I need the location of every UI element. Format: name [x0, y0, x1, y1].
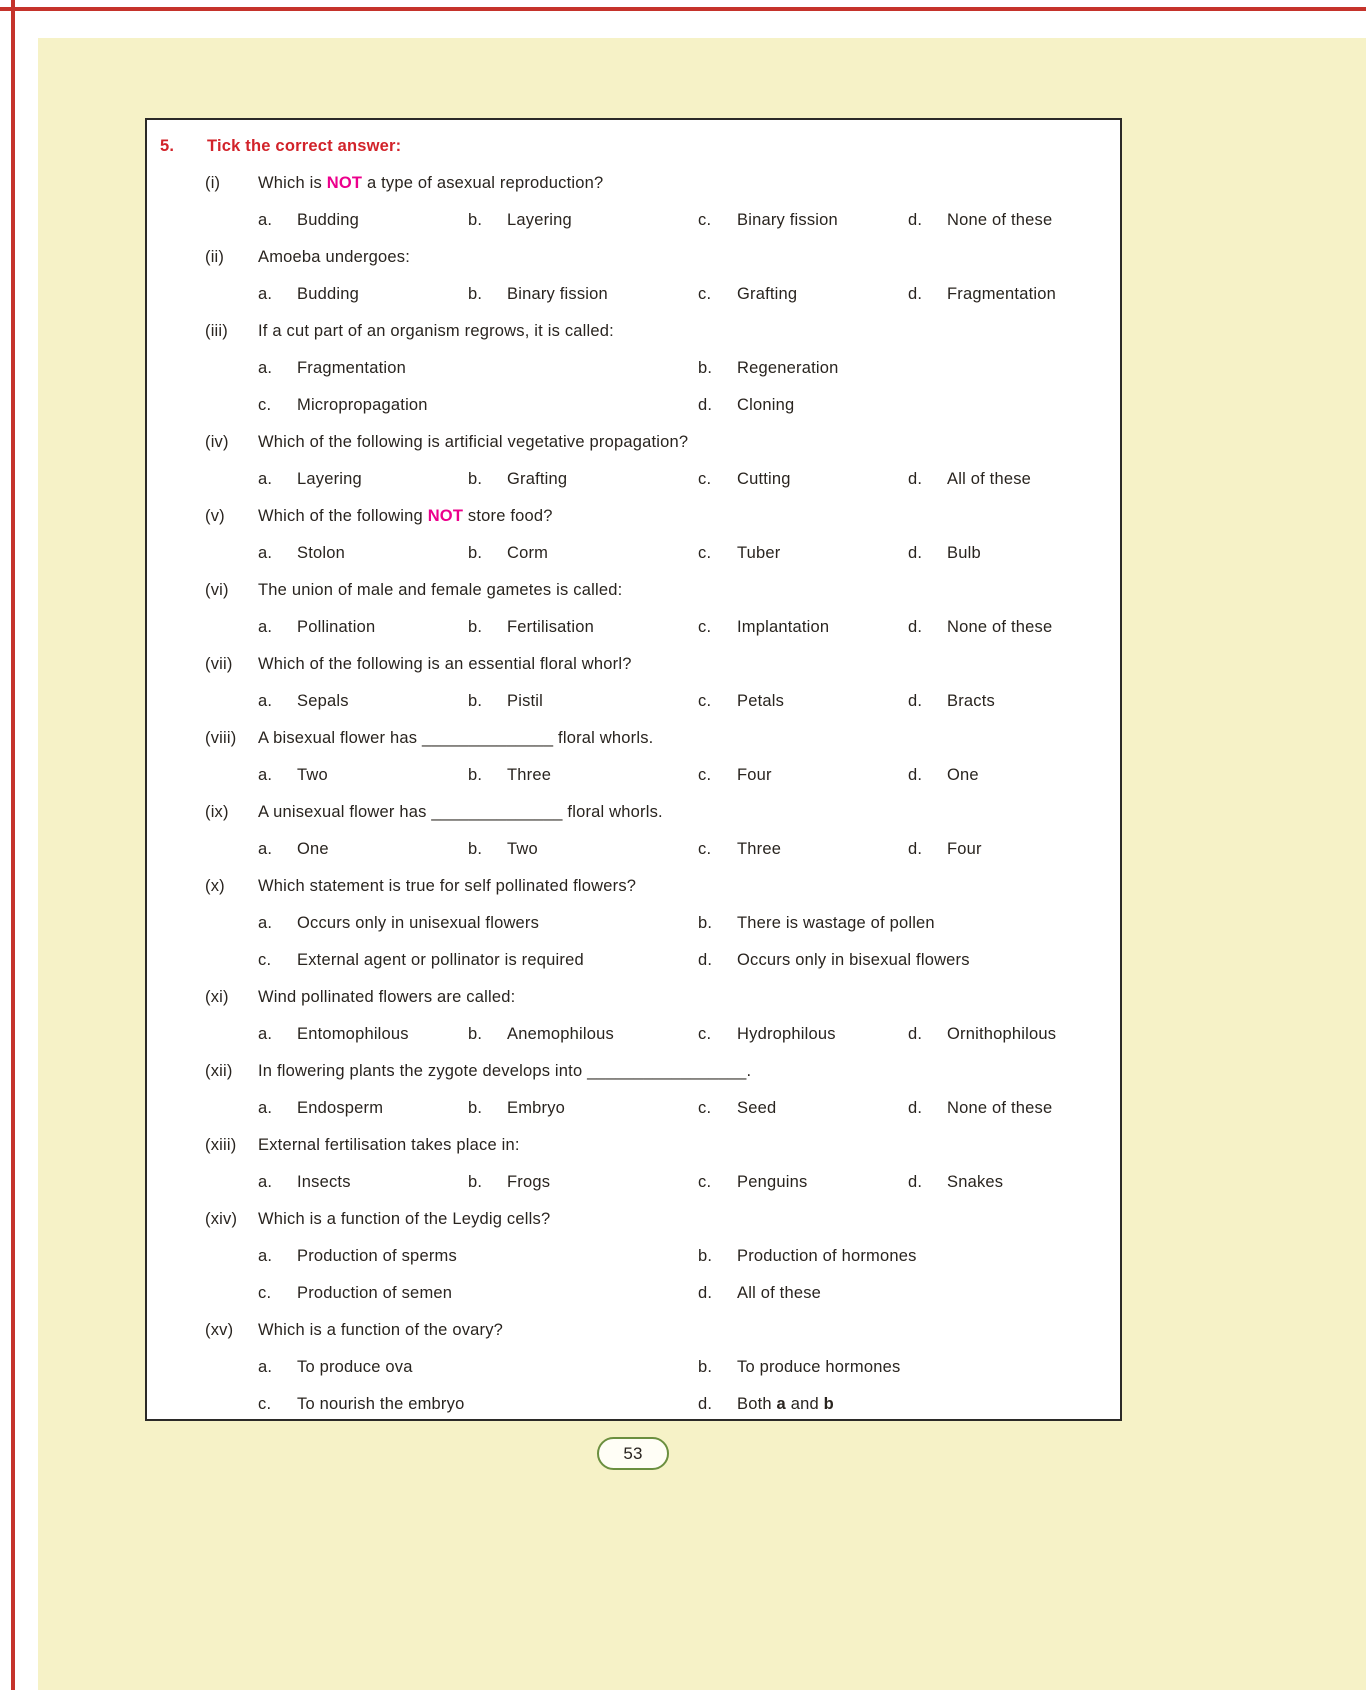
page-number-badge	[597, 1437, 669, 1470]
option-label: Grafting	[507, 470, 568, 488]
option-letter: b.	[468, 766, 483, 784]
option-label: There is wastage of pollen	[737, 914, 935, 932]
option-letter: d.	[908, 544, 923, 562]
option-letter: d.	[698, 1284, 713, 1302]
question-number: (xii)	[205, 1062, 233, 1080]
option	[908, 470, 1120, 489]
options	[258, 1238, 1120, 1312]
frame-line-top	[0, 7, 1366, 11]
option-letter: c.	[258, 396, 272, 414]
option	[258, 1025, 468, 1044]
question-number: (xiv)	[205, 1210, 238, 1228]
option-label: Production of semen	[297, 1284, 453, 1302]
option-letter: a.	[258, 914, 273, 932]
option-label: Tuber	[737, 544, 781, 562]
options	[258, 609, 1120, 646]
option-label: Fragmentation	[297, 359, 406, 377]
question-text: Which of the following NOT store food?	[258, 507, 553, 525]
questions-list	[147, 165, 1120, 1423]
option-letter: b.	[698, 1247, 713, 1265]
option	[908, 692, 1120, 711]
options	[258, 757, 1120, 794]
option-letter: c.	[698, 285, 712, 303]
option-letter: a.	[258, 359, 273, 377]
option	[698, 951, 1120, 970]
option-label: None of these	[947, 211, 1053, 229]
question-item	[147, 1053, 1120, 1127]
option	[698, 1284, 1120, 1303]
option-letter: d.	[908, 470, 923, 488]
option	[698, 396, 1120, 415]
option-label: Cloning	[737, 396, 795, 414]
question-item	[147, 498, 1120, 572]
option-letter: d.	[908, 285, 923, 303]
option-label: Production of hormones	[737, 1247, 917, 1265]
option	[908, 766, 1120, 785]
option-label: Stolon	[297, 544, 345, 562]
question-number: (iii)	[205, 322, 228, 340]
option	[698, 914, 1120, 933]
option	[908, 544, 1120, 563]
option	[258, 1358, 698, 1377]
question-text: The union of male and female gametes is called:	[258, 581, 623, 599]
option-label: Budding	[297, 285, 359, 303]
option	[698, 1247, 1120, 1266]
question-text: Which is NOT a type of asexual reproduction?	[258, 174, 604, 192]
question-text: Which statement is true for self pollinated flowers?	[258, 877, 637, 895]
option	[468, 470, 698, 489]
option	[258, 1284, 698, 1303]
question-number: (xiii)	[205, 1136, 237, 1154]
option-label: Entomophilous	[297, 1025, 409, 1043]
option-label: Fragmentation	[947, 285, 1056, 303]
option-label: Corm	[507, 544, 549, 562]
option-letter: b.	[698, 914, 713, 932]
option-letter: d.	[908, 840, 923, 858]
option-label: Ornithophilous	[947, 1025, 1057, 1043]
question-item	[147, 868, 1120, 979]
option	[468, 618, 698, 637]
option-letter: b.	[468, 544, 483, 562]
option-label: Penguins	[737, 1173, 808, 1191]
option	[258, 359, 698, 378]
option-label: Two	[507, 840, 538, 858]
option-letter: a.	[258, 618, 273, 636]
option	[908, 1099, 1120, 1118]
option-label: Binary fission	[737, 211, 838, 229]
option	[258, 1395, 698, 1414]
options	[258, 276, 1120, 313]
option-label: Pistil	[507, 692, 544, 710]
option-label: Occurs only in bisexual flowers	[737, 951, 970, 969]
option	[908, 840, 1120, 859]
option-label: To produce hormones	[737, 1358, 901, 1376]
option-label: Four	[737, 766, 772, 784]
option-letter: b.	[468, 840, 483, 858]
option	[698, 766, 908, 785]
options	[258, 1016, 1120, 1053]
option	[468, 1173, 698, 1192]
option-label: Regeneration	[737, 359, 839, 377]
option-letter: a.	[258, 1173, 273, 1191]
option-letter: b.	[468, 211, 483, 229]
option	[468, 692, 698, 711]
question-number: (vi)	[205, 581, 229, 599]
option	[908, 1173, 1120, 1192]
section-header	[147, 128, 1120, 165]
option	[258, 951, 698, 970]
option	[258, 1173, 468, 1192]
option-label: To produce ova	[297, 1358, 413, 1376]
option	[468, 544, 698, 563]
option-letter: c.	[698, 544, 712, 562]
option	[258, 1099, 468, 1118]
option	[698, 1099, 908, 1118]
option-label: Grafting	[737, 285, 798, 303]
question-number: (i)	[205, 174, 221, 192]
option-letter: c.	[698, 1099, 712, 1117]
option-label: Seed	[737, 1099, 777, 1117]
option	[468, 1025, 698, 1044]
options	[258, 1164, 1120, 1201]
option-label: Both a and b	[737, 1395, 834, 1413]
option-letter: d.	[908, 211, 923, 229]
option	[468, 285, 698, 304]
exercise-box	[145, 118, 1122, 1421]
option-letter: a.	[258, 840, 273, 858]
option-letter: a.	[258, 1358, 273, 1376]
options	[258, 683, 1120, 720]
option	[908, 285, 1120, 304]
option	[698, 1395, 1120, 1414]
options	[258, 1090, 1120, 1127]
option-letter: d.	[908, 1099, 923, 1117]
options	[258, 831, 1120, 868]
option	[258, 618, 468, 637]
section-number: 5.	[160, 137, 175, 155]
option-label: Bulb	[947, 544, 981, 562]
question-text: Which is a function of the ovary?	[258, 1321, 504, 1339]
option-letter: d.	[698, 1395, 713, 1413]
question-item	[147, 165, 1120, 239]
option-label: None of these	[947, 618, 1053, 636]
option-letter: d.	[698, 396, 713, 414]
option-label: Four	[947, 840, 982, 858]
option-label: Layering	[507, 211, 572, 229]
question-item	[147, 979, 1120, 1053]
option-letter: a.	[258, 470, 273, 488]
option-label: Cutting	[737, 470, 791, 488]
option-label: Fertilisation	[507, 618, 594, 636]
question-item	[147, 313, 1120, 424]
option	[698, 692, 908, 711]
question-text: Which of the following is artificial vegetative propagation?	[258, 433, 689, 451]
option-letter: b.	[468, 1099, 483, 1117]
option-letter: d.	[908, 766, 923, 784]
option-label: All of these	[947, 470, 1032, 488]
option-letter: a.	[258, 766, 273, 784]
question-text: External fertilisation takes place in:	[258, 1136, 520, 1154]
option-label: Embryo	[507, 1099, 566, 1117]
option-letter: b.	[468, 692, 483, 710]
option	[258, 396, 698, 415]
option-letter: b.	[698, 1358, 713, 1376]
option-letter: a.	[258, 544, 273, 562]
option-letter: c.	[698, 470, 712, 488]
question-text: A bisexual flower has ______________ floral whorls.	[258, 729, 654, 747]
option-label: Insects	[297, 1173, 351, 1191]
question-text: Amoeba undergoes:	[258, 248, 411, 266]
option-label: Endosperm	[297, 1099, 384, 1117]
question-number: (viii)	[205, 729, 237, 747]
option-label: Budding	[297, 211, 359, 229]
option	[698, 211, 908, 230]
option-label: Three	[507, 766, 552, 784]
option-label: Bracts	[947, 692, 995, 710]
options	[258, 461, 1120, 498]
option-letter: d.	[698, 951, 713, 969]
option-label: None of these	[947, 1099, 1053, 1117]
question-item	[147, 794, 1120, 868]
question-item	[147, 720, 1120, 794]
option-letter: b.	[468, 1025, 483, 1043]
option-letter: b.	[468, 1173, 483, 1191]
option-label: Sepals	[297, 692, 349, 710]
option-label: One	[297, 840, 329, 858]
question-number: (xv)	[205, 1321, 234, 1339]
option-label: Two	[297, 766, 328, 784]
option-label: Three	[737, 840, 782, 858]
option-label: All of these	[737, 1284, 822, 1302]
option-letter: c.	[698, 692, 712, 710]
question-number: (iv)	[205, 433, 229, 451]
option	[698, 1173, 908, 1192]
question-number: (x)	[205, 877, 225, 895]
question-text: Wind pollinated flowers are called:	[258, 988, 516, 1006]
option-label: External agent or pollinator is required	[297, 951, 584, 969]
option	[258, 211, 468, 230]
option-letter: a.	[258, 1025, 273, 1043]
question-text: If a cut part of an organism regrows, it is called:	[258, 322, 614, 340]
option-letter: d.	[908, 692, 923, 710]
options	[258, 350, 1120, 424]
option-label: Anemophilous	[507, 1025, 614, 1043]
option	[698, 285, 908, 304]
option-label: Frogs	[507, 1173, 551, 1191]
option-letter: c.	[258, 951, 272, 969]
question-text: Which is a function of the Leydig cells?	[258, 1210, 551, 1228]
option-letter: c.	[698, 840, 712, 858]
question-item	[147, 1127, 1120, 1201]
options	[258, 202, 1120, 239]
option-label: Layering	[297, 470, 362, 488]
option	[908, 211, 1120, 230]
options	[258, 905, 1120, 979]
option-letter: b.	[468, 618, 483, 636]
option	[468, 1099, 698, 1118]
option-letter: d.	[908, 618, 923, 636]
option	[698, 359, 1120, 378]
question-text: A unisexual flower has ______________ floral whorls.	[258, 803, 663, 821]
option-letter: a.	[258, 1247, 273, 1265]
frame-line-left	[11, 0, 15, 1690]
option-label: Implantation	[737, 618, 830, 636]
option	[258, 470, 468, 489]
question-item	[147, 424, 1120, 498]
option-letter: b.	[468, 470, 483, 488]
question-item	[147, 646, 1120, 720]
option-letter: a.	[258, 692, 273, 710]
option-letter: a.	[258, 285, 273, 303]
option-label: Hydrophilous	[737, 1025, 836, 1043]
option	[698, 544, 908, 563]
option	[258, 1247, 698, 1266]
option	[258, 544, 468, 563]
question-item	[147, 1312, 1120, 1423]
options	[258, 1349, 1120, 1423]
option-letter: c.	[698, 1025, 712, 1043]
question-number: (v)	[205, 507, 225, 525]
question-item	[147, 1201, 1120, 1312]
option-letter: c.	[258, 1395, 272, 1413]
option-letter: c.	[698, 618, 712, 636]
option-label: Pollination	[297, 618, 376, 636]
option-letter: c.	[698, 766, 712, 784]
question-number: (ii)	[205, 248, 225, 266]
option-letter: c.	[698, 1173, 712, 1191]
option-letter: d.	[908, 1025, 923, 1043]
option	[908, 618, 1120, 637]
question-item	[147, 239, 1120, 313]
question-text: In flowering plants the zygote develops into _________________.	[258, 1062, 752, 1080]
option-letter: b.	[698, 359, 713, 377]
option-letter: a.	[258, 211, 273, 229]
option-label: Snakes	[947, 1173, 1004, 1191]
option-label: To nourish the embryo	[297, 1395, 465, 1413]
question-item	[147, 572, 1120, 646]
section-title: Tick the correct answer:	[207, 137, 402, 155]
option	[258, 285, 468, 304]
option	[698, 618, 908, 637]
options	[258, 535, 1120, 572]
option	[258, 766, 468, 785]
option-letter: b.	[468, 285, 483, 303]
option	[468, 840, 698, 859]
option	[468, 766, 698, 785]
option-letter: a.	[258, 1099, 273, 1117]
option	[698, 1025, 908, 1044]
option	[258, 692, 468, 711]
option-letter: c.	[258, 1284, 272, 1302]
question-text: Which of the following is an essential floral whorl?	[258, 655, 632, 673]
option-letter: c.	[698, 211, 712, 229]
option-label: Occurs only in unisexual flowers	[297, 914, 540, 932]
option-letter: d.	[908, 1173, 923, 1191]
option	[698, 1358, 1120, 1377]
option	[258, 840, 468, 859]
option-label: Micropropagation	[297, 396, 428, 414]
option	[698, 840, 908, 859]
option-label: Petals	[737, 692, 785, 710]
question-number: (xi)	[205, 988, 229, 1006]
option	[908, 1025, 1120, 1044]
option-label: One	[947, 766, 979, 784]
option	[468, 211, 698, 230]
option-label: Binary fission	[507, 285, 608, 303]
question-number: (ix)	[205, 803, 229, 821]
option	[698, 470, 908, 489]
question-number: (vii)	[205, 655, 233, 673]
page-number: 53	[623, 1443, 643, 1463]
option	[258, 914, 698, 933]
option-label: Production of sperms	[297, 1247, 457, 1265]
